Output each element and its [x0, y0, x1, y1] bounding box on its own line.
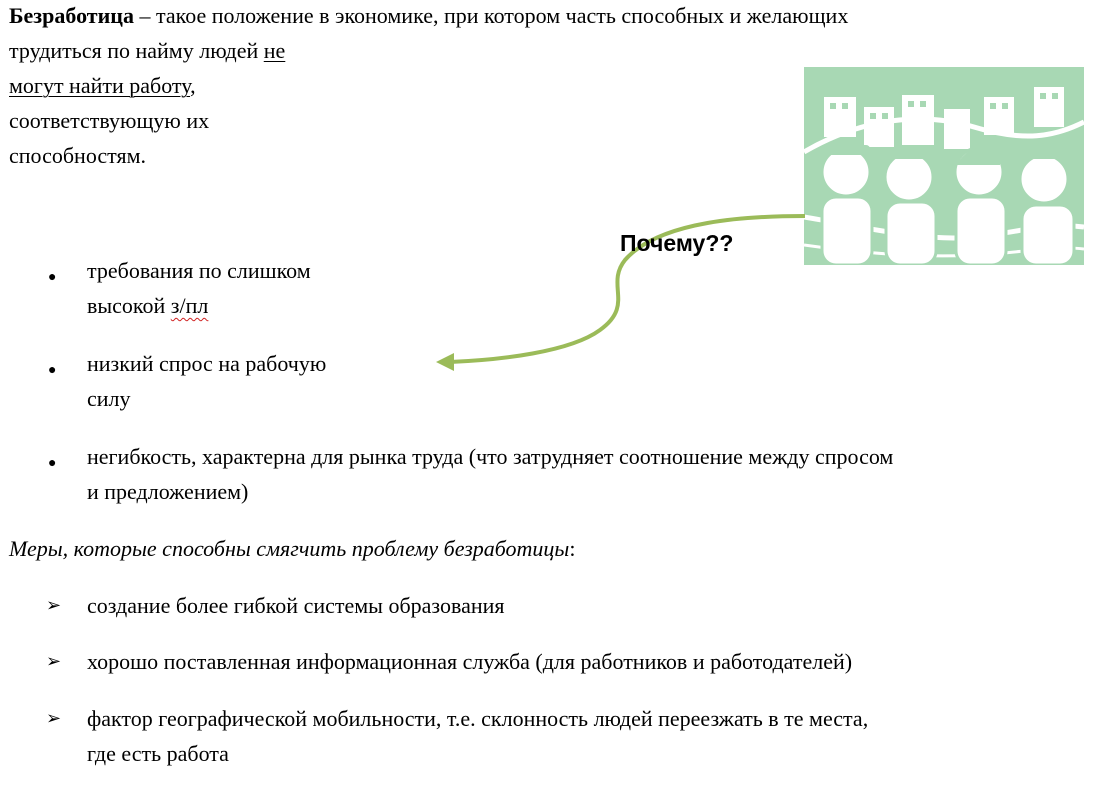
reason-text-2: силу: [87, 386, 131, 411]
definition-line-5: способностям.: [9, 143, 146, 168]
definition-line-2: [9, 33, 409, 68]
arrow-bullet-icon: ➢: [46, 651, 62, 672]
measure-item: [87, 701, 868, 771]
definition-text: – такое положение в экономике, при котором часть способных и желающих: [133, 3, 849, 28]
reason-item: [87, 346, 326, 416]
measures-title-text: Меры, которые способны смягчить проблему безработицы: [9, 536, 570, 561]
callout-text: Почему??: [620, 230, 734, 256]
bullet-icon: ●: [48, 270, 57, 285]
reason-text-2: [87, 288, 311, 323]
measures-title: [9, 531, 575, 566]
bullet-icon: ●: [48, 456, 57, 471]
reason-text: низкий спрос на рабочую: [87, 351, 327, 376]
measure-text-2: где есть работа: [87, 741, 229, 766]
unemployed-people-queue-icon: [804, 67, 1084, 265]
arrow-bullet-icon: ➢: [46, 595, 62, 616]
definition-comma: ,: [190, 73, 196, 98]
callout-arrow: [420, 200, 820, 380]
bullet-icon: ●: [48, 363, 57, 378]
definition-underlined-2: могут найти работу: [9, 73, 191, 98]
measure-item: хорошо поставленная информационная служба (для работников и работодателей): [87, 649, 853, 674]
spellcheck-word: з/пл: [170, 293, 209, 318]
definition-text-2: трудиться по найму людей: [9, 38, 264, 63]
definition-underlined-1: не: [263, 38, 286, 63]
measures-title-colon: :: [569, 536, 576, 561]
definition-line-3: [9, 68, 409, 103]
reason-text-2: и предложением): [87, 479, 249, 504]
definition-line: [9, 0, 848, 33]
reason-text: негибкость, характерна для рынка труда (что затрудняет соотношение между спросом: [87, 444, 894, 469]
measure-text: фактор географической мобильности, т.е. склонность людей переезжать в те места,: [87, 706, 869, 731]
arrow-bullet-icon: ➢: [46, 708, 62, 729]
definition-continuation: [9, 33, 409, 173]
measure-item: создание более гибкой системы образования: [87, 593, 505, 618]
definition-term: Безработица: [9, 3, 134, 28]
reason-text: требования по слишком: [87, 258, 311, 283]
reason-text-part: высокой: [87, 293, 171, 318]
reason-item: [87, 253, 311, 323]
definition-line-4: соответствующую их: [9, 108, 210, 133]
reason-item: [87, 439, 893, 509]
